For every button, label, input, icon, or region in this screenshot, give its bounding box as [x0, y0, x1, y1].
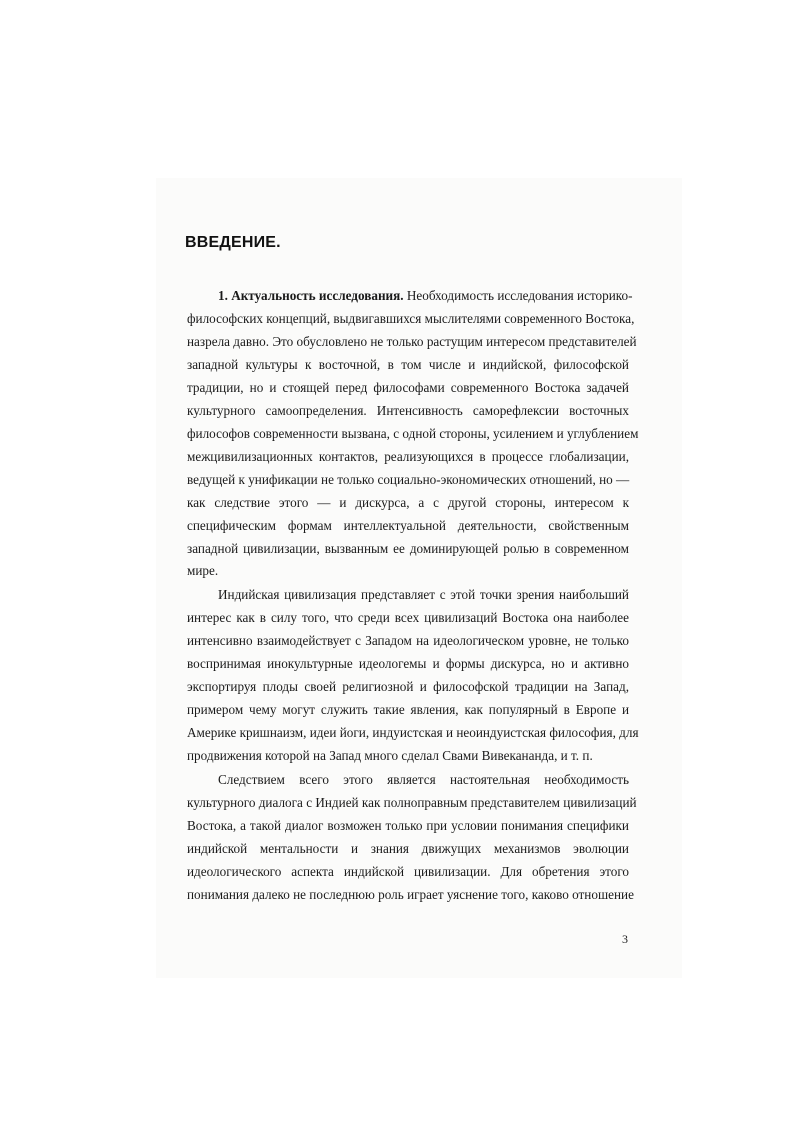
p2-line-5: примером чему могут служить такие явления, как популярный в Европе и [187, 702, 629, 717]
p2-line-2: интенсивно взаимодействует с Западом на идеологическом уровне, не только [187, 633, 629, 648]
p1-line-6: философов современности вызвана, с одной стороны, усилением и углублением [187, 426, 639, 441]
p1-line-2: назрела давно. Это обусловлено не только растущим интересом представителей [187, 334, 637, 349]
p1-line-4: традиции, но и стоящей перед философами современного Востока задачей [187, 380, 629, 395]
p1-line-3: западной культуры к восточной, в том числе и индийской, философской [187, 357, 629, 372]
p1-line-5: культурного самоопределения. Интенсивность саморефлексии восточных [187, 403, 629, 418]
p1-line-8: ведущей к унификации не только социально-экономических отношений, но — [187, 472, 630, 487]
p2-line-4: экспортируя плоды своей религиозной и философской традиции на Запад, [187, 679, 629, 694]
p2-line-3: воспринимая инокультурные идеологемы и формы дискурса, но и активно [187, 656, 629, 671]
section-heading: ВВЕДЕНИЕ. [185, 234, 281, 251]
p3-line-0: Следствием всего этого является настоятельная необходимость [218, 772, 629, 787]
p3-line-1: культурного диалога с Индией как полноправным представителем цивилизаций [187, 795, 637, 810]
p2-line-7: продвижения которой на Запад много сделал Свами Вивекананда, и т. п. [187, 748, 593, 763]
p3-line-4: идеологического аспекта индийской цивилизации. Для обретения этого [187, 864, 629, 879]
p1-lead-bold: 1. Актуальность исследования. [218, 288, 404, 303]
p1-line-1: философских концепций, выдвигавшихся мыслителями современного Востока, [187, 311, 635, 326]
p1-lead-rest: Необходимость исследования историко- [403, 288, 633, 303]
p1-line-11: западной цивилизации, вызванным ее доминирующей ролью в современном [187, 541, 629, 556]
p2-line-0: Индийская цивилизация представляет с этой точки зрения наибольший [218, 587, 629, 602]
p1-line-7: межцивилизационных контактов, реализующихся в процессе глобализации, [187, 449, 629, 464]
p1-line-12: мире. [187, 563, 219, 578]
p1-line-9: как следствие этого — и дискурса, а с другой стороны, интересом к [187, 495, 629, 510]
page-number: 3 [622, 932, 628, 946]
p1-line-10: специфическим формам интеллектуальной деятельности, свойственным [187, 518, 629, 533]
p3-line-5: понимания далеко не последнюю роль играет уяснение того, каково отношение [187, 887, 634, 902]
p3-line-3: индийской ментальности и знания движущих механизмов эволюции [187, 841, 629, 856]
p1-line-0 [218, 288, 633, 304]
p2-line-6: Америке кришнаизм, идеи йоги, индуистская и неоиндуистская философия, для [187, 725, 639, 740]
p3-line-2: Востока, а такой диалог возможен только при условии понимания специфики [187, 818, 629, 833]
p2-line-1: интерес как в силу того, что среди всех цивилизаций Востока она наиболее [187, 610, 629, 625]
